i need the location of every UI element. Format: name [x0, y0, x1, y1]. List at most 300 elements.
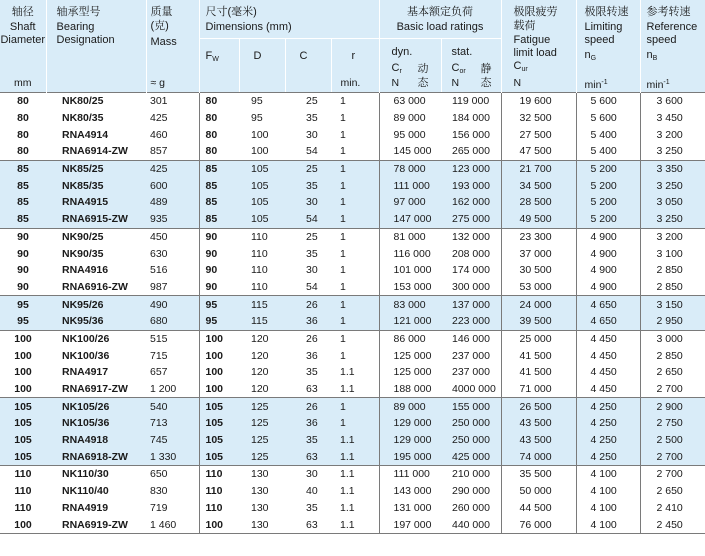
cell-fw: 80: [199, 93, 238, 110]
cell-cur: 71 000: [501, 381, 576, 398]
cell-bearing: NK105/36: [46, 415, 146, 432]
cell-r: 1: [330, 415, 379, 432]
cell-mass: 515: [146, 330, 199, 347]
cell-cur: 32 500: [501, 110, 576, 127]
d-header: D: [253, 50, 262, 62]
cell-shaft: 80: [0, 143, 46, 160]
cell-cur: 39 500: [501, 313, 576, 330]
limit-header-en2: speed: [584, 34, 615, 46]
cell-cur: 43 500: [501, 415, 576, 432]
cell-mass: 301: [146, 93, 199, 110]
cell-D: 125: [238, 448, 284, 465]
cell-bearing: RNA4918: [46, 432, 146, 449]
cell-fw: 95: [199, 296, 238, 313]
cell-cr: 95 000: [379, 126, 440, 143]
dimensions-header: [199, 0, 379, 93]
cell-mass: 715: [146, 347, 199, 364]
cell-cur: 30 500: [501, 262, 576, 279]
cell-shaft: 90: [0, 279, 46, 296]
cell-mass: 935: [146, 211, 199, 228]
header-row: [0, 0, 705, 93]
cell-r: 1: [330, 347, 379, 364]
cell-ng: 5 600: [576, 93, 640, 110]
cell-r: 1.1: [330, 381, 379, 398]
cell-shaft: 95: [0, 296, 46, 313]
cell-cur: 21 700: [501, 160, 576, 177]
cell-C: 54: [284, 211, 330, 228]
cell-cor: 250 000: [440, 415, 501, 432]
cell-fw: 85: [199, 194, 238, 211]
cell-D: 110: [238, 262, 284, 279]
cell-mass: 540: [146, 398, 199, 415]
dimensions-header-en: Dimensions (mm): [205, 21, 292, 33]
cell-nb: 3 100: [640, 245, 705, 262]
cell-r: 1.1: [330, 364, 379, 381]
cell-bearing: RNA4914: [46, 126, 146, 143]
cell-shaft: 80: [0, 126, 46, 143]
cell-C: 35: [284, 364, 330, 381]
cell-ng: 4 900: [576, 279, 640, 296]
cell-fw: 80: [199, 126, 238, 143]
cell-D: 120: [238, 330, 284, 347]
cell-nb: 2 900: [640, 398, 705, 415]
table-row: [0, 279, 705, 296]
cell-bearing: RNA6914-ZW: [46, 143, 146, 160]
cell-bearing: NK110/30: [46, 466, 146, 483]
cell-nb: 2 410: [640, 500, 705, 517]
fw-header: $F_W$: [205, 50, 219, 63]
cell-r: 1: [330, 93, 379, 110]
cell-r: 1: [330, 313, 379, 330]
cell-cr: 147 000: [379, 211, 440, 228]
shaft-header-en1: Shaft: [9, 21, 36, 33]
cell-C: 30: [284, 126, 330, 143]
cell-r: 1: [330, 143, 379, 160]
cell-ng: 4 100: [576, 483, 640, 500]
cell-bearing: RNA6915-ZW: [46, 211, 146, 228]
cell-nb: 2 850: [640, 262, 705, 279]
cell-bearing: RNA6918-ZW: [46, 448, 146, 465]
cell-mass: 600: [146, 177, 199, 194]
cell-cr: 129 000: [379, 415, 440, 432]
cell-shaft: 105: [0, 398, 46, 415]
cell-C: 36: [284, 313, 330, 330]
cell-shaft: 85: [0, 194, 46, 211]
cell-ng: 5 400: [576, 126, 640, 143]
cell-D: 100: [238, 126, 284, 143]
cell-C: 35: [284, 177, 330, 194]
cell-nb: 3 350: [640, 160, 705, 177]
cell-cr: 89 000: [379, 398, 440, 415]
cell-cr: 81 000: [379, 228, 440, 245]
cell-nb: 2 450: [640, 516, 705, 533]
cell-bearing: RNA6919-ZW: [46, 516, 146, 533]
cell-r: 1.1: [330, 432, 379, 449]
r-unit: min.: [340, 77, 361, 89]
cell-nb: 2 700: [640, 466, 705, 483]
shaft-unit: mm: [14, 77, 32, 89]
cell-cur: 24 000: [501, 296, 576, 313]
cell-r: 1: [330, 245, 379, 262]
cell-cr: 111 000: [379, 466, 440, 483]
cell-cur: 44 500: [501, 500, 576, 517]
cell-C: 25: [284, 160, 330, 177]
table-row: [0, 93, 705, 110]
cell-ng: 4 100: [576, 516, 640, 533]
cell-C: 30: [284, 262, 330, 279]
cell-cr: 143 000: [379, 483, 440, 500]
cell-C: 35: [284, 245, 330, 262]
cor-symbol: $C_{or}$: [451, 62, 466, 75]
ref-header-en1: Reference: [646, 21, 698, 33]
cell-mass: 650: [146, 466, 199, 483]
cell-bearing: RNA4919: [46, 500, 146, 517]
load-header-en: Basic load ratings: [396, 21, 484, 33]
cell-bearing: RNA4915: [46, 194, 146, 211]
cell-cor: 300 000: [440, 279, 501, 296]
cell-r: 1: [330, 398, 379, 415]
cell-D: 110: [238, 228, 284, 245]
cell-fw: 90: [199, 245, 238, 262]
cell-nb: 3 250: [640, 177, 705, 194]
cell-nb: 2 750: [640, 415, 705, 432]
cell-ng: 4 250: [576, 432, 640, 449]
cur-symbol: $C_{ur}$: [513, 60, 528, 73]
cell-fw: 100: [199, 381, 238, 398]
cell-r: 1: [330, 279, 379, 296]
cell-shaft: 90: [0, 228, 46, 245]
cell-shaft: 110: [0, 500, 46, 517]
table-row: [0, 296, 705, 313]
cell-r: 1: [330, 228, 379, 245]
cell-cor: 193 000: [440, 177, 501, 194]
cell-r: 1.1: [330, 500, 379, 517]
bearing-header: [46, 0, 146, 93]
cell-bearing: NK100/26: [46, 330, 146, 347]
cell-mass: 657: [146, 364, 199, 381]
cell-mass: 450: [146, 228, 199, 245]
cell-ng: 4 250: [576, 448, 640, 465]
cor-unit: N: [451, 77, 460, 89]
cell-cr: 197 000: [379, 516, 440, 533]
cell-cur: 28 500: [501, 194, 576, 211]
cell-cur: 27 500: [501, 126, 576, 143]
cell-D: 115: [238, 296, 284, 313]
cell-C: 63: [284, 516, 330, 533]
cell-cr: 111 000: [379, 177, 440, 194]
cell-nb: 2 700: [640, 448, 705, 465]
cell-cor: 440 000: [440, 516, 501, 533]
cell-fw: 100: [199, 364, 238, 381]
cell-D: 125: [238, 415, 284, 432]
cell-cr: 131 000: [379, 500, 440, 517]
cell-mass: 713: [146, 415, 199, 432]
cell-cur: 50 000: [501, 483, 576, 500]
cell-D: 125: [238, 398, 284, 415]
cell-cr: 78 000: [379, 160, 440, 177]
cell-C: 26: [284, 296, 330, 313]
cell-ng: 4 450: [576, 330, 640, 347]
cell-nb: 2 850: [640, 347, 705, 364]
cell-cor: 132 000: [440, 228, 501, 245]
cell-C: 35: [284, 110, 330, 127]
cell-cur: 37 000: [501, 245, 576, 262]
ref-header-zh: 参考转速: [646, 6, 691, 18]
cell-shaft: 90: [0, 245, 46, 262]
table-row: [0, 330, 705, 347]
cell-cor: 265 000: [440, 143, 501, 160]
cell-cur: 26 500: [501, 398, 576, 415]
cell-mass: 1 200: [146, 381, 199, 398]
cell-nb: 2 850: [640, 279, 705, 296]
cell-cor: 223 000: [440, 313, 501, 330]
cell-cur: 23 300: [501, 228, 576, 245]
cell-C: 30: [284, 194, 330, 211]
dyn-zh2: 态: [417, 77, 429, 89]
cell-ng: 5 200: [576, 160, 640, 177]
cell-shaft: 100: [0, 347, 46, 364]
cell-bearing: NK105/26: [46, 398, 146, 415]
cell-cor: 174 000: [440, 262, 501, 279]
cell-cor: 210 000: [440, 466, 501, 483]
cell-mass: 1 460: [146, 516, 199, 533]
cell-nb: 3 150: [640, 296, 705, 313]
cell-cur: 34 500: [501, 177, 576, 194]
cell-nb: 3 600: [640, 93, 705, 110]
cell-ng: 4 450: [576, 364, 640, 381]
cell-bearing: NK90/35: [46, 245, 146, 262]
table-row: [0, 228, 705, 245]
table-row: [0, 483, 705, 500]
cell-C: 35: [284, 432, 330, 449]
cell-cor: 290 000: [440, 483, 501, 500]
cell-bearing: RNA4916: [46, 262, 146, 279]
fatigue-header-en2: limit load: [513, 47, 557, 59]
table-row: [0, 398, 705, 415]
cell-r: 1.1: [330, 448, 379, 465]
cell-shaft: 95: [0, 313, 46, 330]
cell-ng: 4 250: [576, 415, 640, 432]
cell-C: 26: [284, 330, 330, 347]
fatigue-header-en1: Fatigue: [513, 34, 551, 46]
cell-ng: 4 650: [576, 296, 640, 313]
cell-fw: 105: [199, 398, 238, 415]
stat-zh: 静: [480, 63, 492, 75]
cell-shaft: 80: [0, 93, 46, 110]
cell-mass: 630: [146, 245, 199, 262]
cell-r: 1: [330, 126, 379, 143]
shaft-header-en2: Diameter: [0, 34, 46, 46]
table-row: [0, 432, 705, 449]
cell-r: 1: [330, 330, 379, 347]
cr-symbol: $C_r$: [391, 62, 402, 75]
cell-nb: 3 200: [640, 228, 705, 245]
cell-cur: 25 000: [501, 330, 576, 347]
mass-header: [146, 0, 199, 93]
load-header-zh: 基本额定负荷: [407, 6, 473, 18]
cr-unit: N: [391, 77, 400, 89]
limiting-speed-header: [576, 0, 640, 93]
cell-shaft: 100: [0, 330, 46, 347]
cell-nb: 2 650: [640, 483, 705, 500]
cell-fw: 85: [199, 211, 238, 228]
cell-fw: 100: [199, 347, 238, 364]
cell-cr: 63 000: [379, 93, 440, 110]
cell-mass: 425: [146, 110, 199, 127]
cell-nb: 3 000: [640, 330, 705, 347]
table-row: [0, 347, 705, 364]
cell-cor: 137 000: [440, 296, 501, 313]
cell-C: 40: [284, 483, 330, 500]
cell-cor: 123 000: [440, 160, 501, 177]
c-header: C: [299, 50, 308, 62]
cell-fw: 80: [199, 143, 238, 160]
cell-C: 36: [284, 347, 330, 364]
cell-bearing: NK80/25: [46, 93, 146, 110]
cell-ng: 5 200: [576, 194, 640, 211]
bearing-header-zh: 轴承型号: [56, 6, 101, 18]
cell-cr: 121 000: [379, 313, 440, 330]
ng-unit: $\min^{-1}$: [584, 79, 608, 91]
table-row: [0, 448, 705, 465]
cell-mass: 987: [146, 279, 199, 296]
table-row: [0, 160, 705, 177]
cell-cor: 184 000: [440, 110, 501, 127]
cell-nb: 2 950: [640, 313, 705, 330]
cell-r: 1: [330, 110, 379, 127]
cell-shaft: 110: [0, 466, 46, 483]
limit-header-zh: 极限转速: [584, 6, 629, 18]
cell-cr: 125 000: [379, 347, 440, 364]
cell-cor: 275 000: [440, 211, 501, 228]
table-row: [0, 466, 705, 483]
cell-D: 125: [238, 432, 284, 449]
reference-speed-header: [640, 0, 705, 93]
cell-fw: 110: [199, 500, 238, 517]
cell-C: 63: [284, 448, 330, 465]
cell-cor: 155 000: [440, 398, 501, 415]
dyn-zh: 动: [417, 63, 429, 75]
cell-shaft: 85: [0, 160, 46, 177]
cell-cor: 146 000: [440, 330, 501, 347]
cell-D: 130: [238, 500, 284, 517]
cell-r: 1.1: [330, 516, 379, 533]
cell-C: 36: [284, 415, 330, 432]
cell-shaft: 80: [0, 110, 46, 127]
cell-D: 105: [238, 194, 284, 211]
cell-bearing: RNA6916-ZW: [46, 279, 146, 296]
cell-r: 1.1: [330, 466, 379, 483]
cell-ng: 4 900: [576, 245, 640, 262]
cell-D: 110: [238, 279, 284, 296]
cell-cr: 188 000: [379, 381, 440, 398]
table-row: [0, 110, 705, 127]
cell-ng: 4 100: [576, 466, 640, 483]
cell-bearing: NK110/40: [46, 483, 146, 500]
cell-cur: 53 000: [501, 279, 576, 296]
cell-r: 1: [330, 177, 379, 194]
table-row: [0, 194, 705, 211]
table-row: [0, 500, 705, 517]
cell-r: 1: [330, 160, 379, 177]
fatigue-header-zh1: 极限疲劳: [513, 6, 558, 18]
cell-fw: 90: [199, 279, 238, 296]
cell-nb: 3 450: [640, 110, 705, 127]
cell-cr: 86 000: [379, 330, 440, 347]
cell-C: 30: [284, 466, 330, 483]
mass-header-zh1: 质量: [150, 6, 173, 18]
cell-cur: 41 500: [501, 364, 576, 381]
cell-shaft: 105: [0, 415, 46, 432]
shaft-header: [0, 0, 46, 93]
cell-fw: 110: [199, 466, 238, 483]
cell-C: 54: [284, 143, 330, 160]
cell-D: 130: [238, 516, 284, 533]
cell-cr: 116 000: [379, 245, 440, 262]
cell-fw: 105: [199, 432, 238, 449]
cell-fw: 95: [199, 313, 238, 330]
cell-mass: 719: [146, 500, 199, 517]
table-row: [0, 381, 705, 398]
cell-shaft: 110: [0, 483, 46, 500]
cell-mass: 516: [146, 262, 199, 279]
cell-mass: 489: [146, 194, 199, 211]
cell-nb: 3 200: [640, 126, 705, 143]
cell-C: 54: [284, 279, 330, 296]
cell-fw: 110: [199, 483, 238, 500]
bearing-header-en2: Designation: [56, 34, 115, 46]
cell-C: 25: [284, 93, 330, 110]
table-row: [0, 364, 705, 381]
cell-r: 1: [330, 262, 379, 279]
limit-header-en1: Limiting: [584, 21, 623, 33]
table-row: [0, 126, 705, 143]
cell-cur: 43 500: [501, 432, 576, 449]
cell-cur: 76 000: [501, 516, 576, 533]
cell-cur: 35 500: [501, 466, 576, 483]
cell-bearing: NK95/36: [46, 313, 146, 330]
cell-D: 105: [238, 177, 284, 194]
cell-shaft: 105: [0, 448, 46, 465]
cell-D: 95: [238, 93, 284, 110]
cell-cur: 19 600: [501, 93, 576, 110]
cell-cor: 250 000: [440, 432, 501, 449]
cell-mass: 857: [146, 143, 199, 160]
cell-D: 130: [238, 483, 284, 500]
cell-nb: 2 700: [640, 381, 705, 398]
cell-cor: 4000 000: [440, 381, 501, 398]
cell-cur: 41 500: [501, 347, 576, 364]
cell-D: 120: [238, 347, 284, 364]
cell-D: 120: [238, 381, 284, 398]
cell-D: 120: [238, 364, 284, 381]
cell-cr: 83 000: [379, 296, 440, 313]
dimensions-header-zh: 尺寸(毫米): [205, 6, 257, 18]
cell-ng: 4 250: [576, 398, 640, 415]
cell-cr: 97 000: [379, 194, 440, 211]
cell-bearing: NK95/26: [46, 296, 146, 313]
table-row: [0, 143, 705, 160]
cell-cr: 195 000: [379, 448, 440, 465]
cell-D: 105: [238, 160, 284, 177]
cell-nb: 2 650: [640, 364, 705, 381]
cell-shaft: 90: [0, 262, 46, 279]
cell-D: 100: [238, 143, 284, 160]
cell-mass: 490: [146, 296, 199, 313]
cell-bearing: RNA4917: [46, 364, 146, 381]
cell-cur: 47 500: [501, 143, 576, 160]
cell-cor: 162 000: [440, 194, 501, 211]
